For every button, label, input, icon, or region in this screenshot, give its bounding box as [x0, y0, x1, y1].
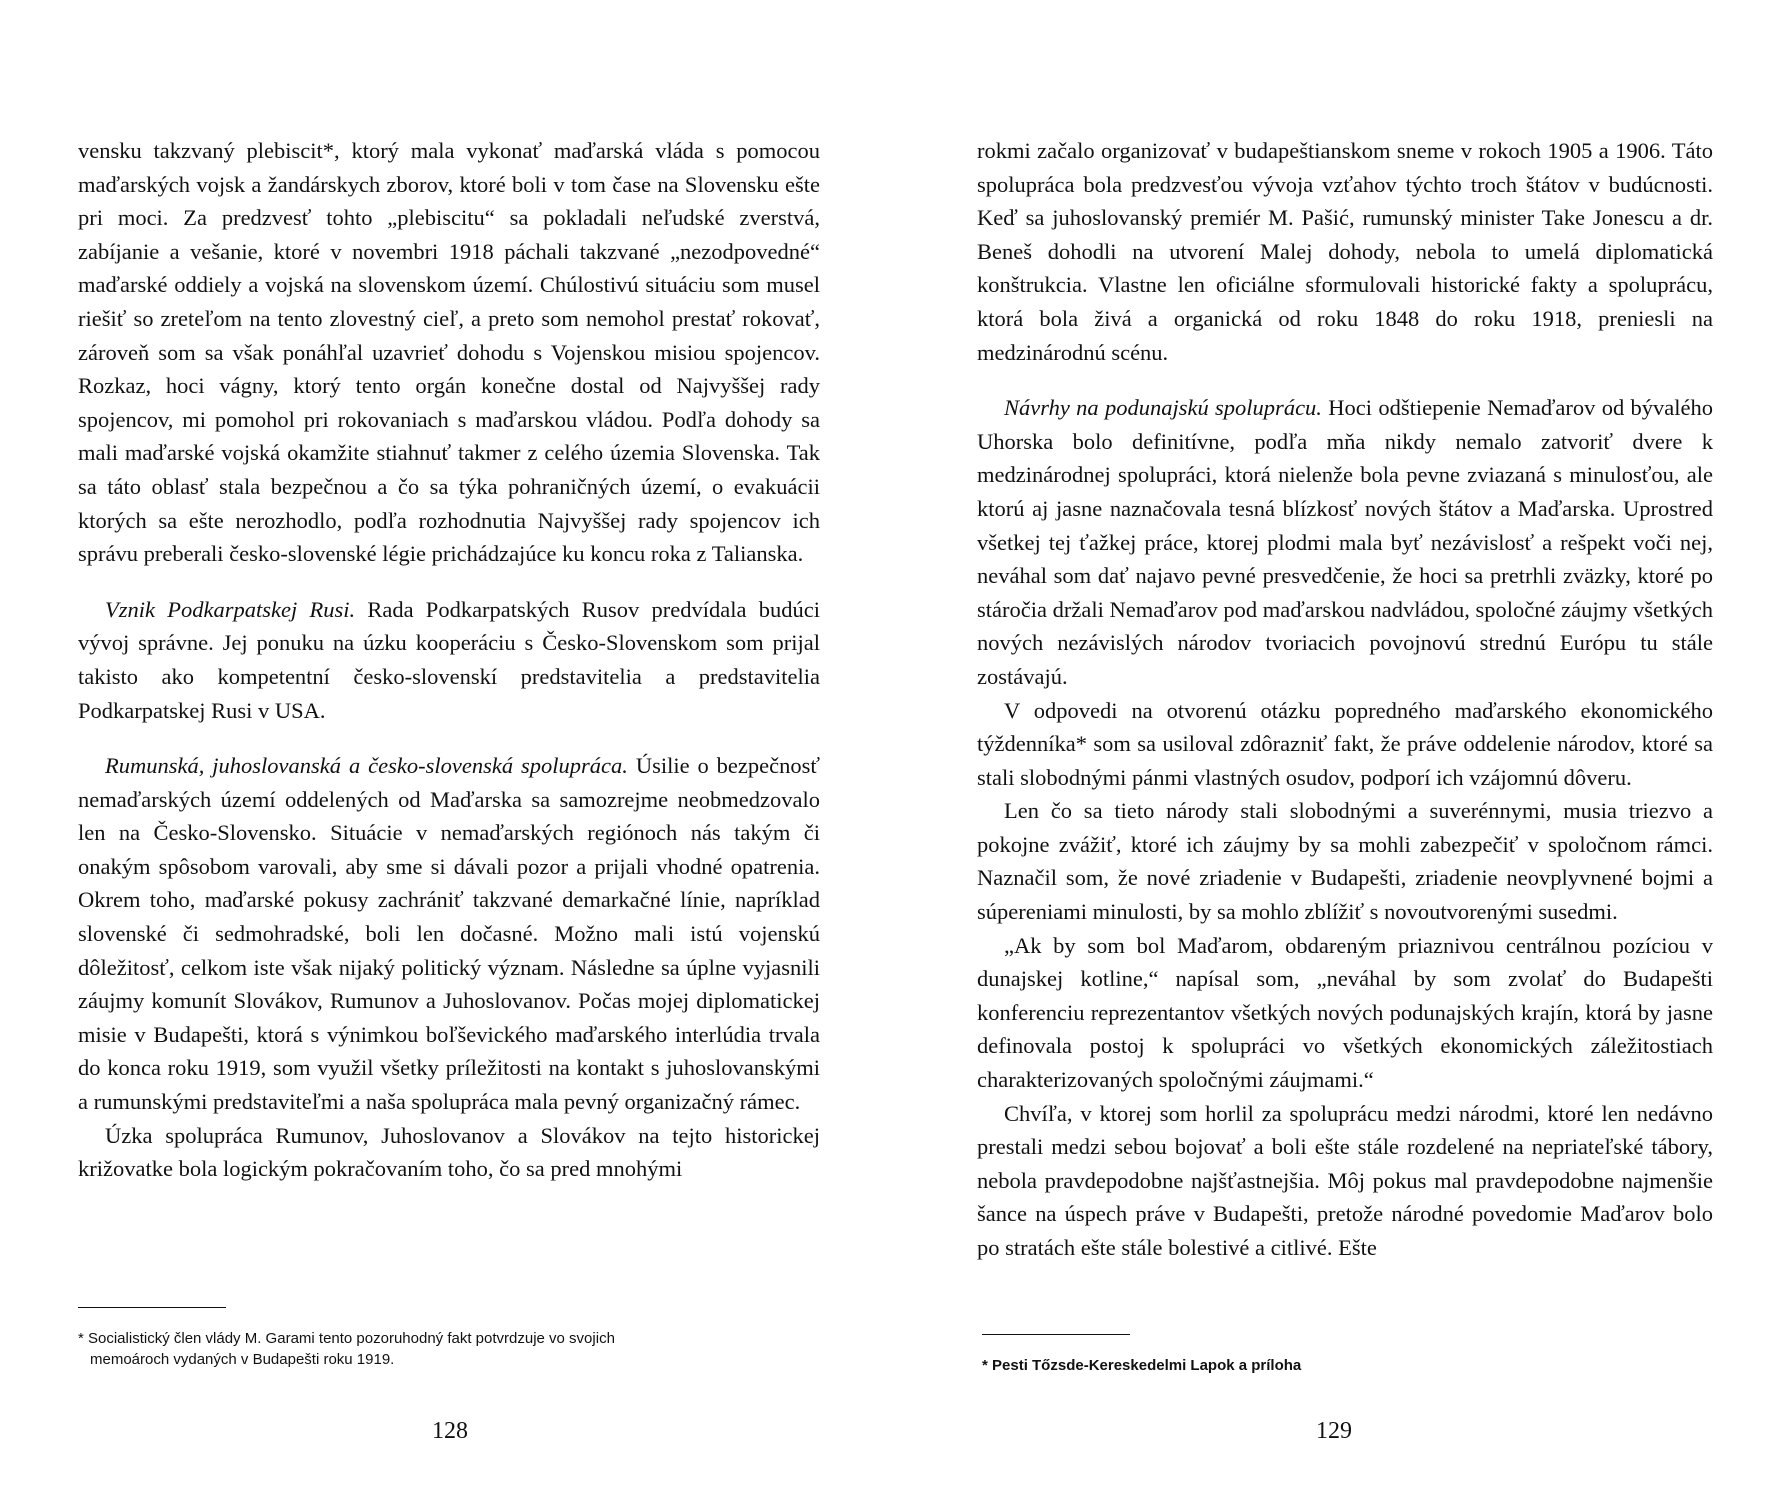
footnote-divider: [982, 1334, 1130, 1335]
section-heading: Vznik Podkarpatskej Rusi.: [105, 596, 356, 622]
paragraph: V odpovedi na otvorenú otázku popredného maďarského ekonomického týždenníka* som sa usiloval zdôrazniť fakt, že práve oddelenie národov, ktoré sa stali slobodnými pánmi vlastných osudov, podporí ich vzájomnú dôveru.: [977, 697, 1713, 790]
footnote: [78, 1328, 820, 1370]
paragraph: Chvíľa, v ktorej som horlil za spoluprácu medzi národmi, ktoré len nedávno prestali medzi sebou bojovať a boli ešte stále rozdelené na nepriateľské tábory, nebola pravdepodobne najšťastnejšia. Môj pokus mal pravdepodobne najmenšie šance na úspech práve v Budapešti, pretože národné povedomie Maďarov bolo po stratách ešte stále bolestivé a citlivé. Ešte: [977, 1100, 1713, 1260]
paragraph: Vznik Podkarpatskej Rusi. Rada Podkarpatských Rusov predvídala budúci vývoj správne. Jej ponuku na úzku kooperáciu s Česko-Slovenskom som prijal takisto ako kompetentní česko-slovenskí predstavitelia a predstavitelia Podkarpatskej Rusi v USA.: [78, 596, 820, 723]
paragraph: Len čo sa tieto národy stali slobodnými a suverénnymi, musia triezvo a pokojne zvážiť, ktoré ich záujmy by sa mohli zabezpečiť v spoločnom rámci. Naznačil som, že nové zriadenie v Budapešti, zriadenie neovplyvnené bojmi a súpereniami minulosti, by sa mohlo zblížiť s novoutvorenými susedmi.: [977, 798, 1713, 925]
right-text-column: [977, 134, 1713, 1265]
paragraph: „Ak by som bol Maďarom, obdareným priaznivou centrálnou pozíciou v dunajskej kotline,“ napísal som, „neváhal by som zvolať do Budapešti konferenciu reprezentantov všetkých nových podunajských krajín, ktorá by jasne definovala postoj k spolupráci vo všetkých ekonomických záležitostiach charakterizovaných spoločnými záujmami.“: [977, 932, 1713, 1093]
left-text-column: [78, 134, 820, 1186]
section-heading: Návrhy na podunajskú spoluprácu.: [1004, 395, 1322, 421]
paragraph: Rumunská, juhoslovanská a česko-slovenská spolupráca. Úsilie o bezpečnosť nemaďarských území oddelených od Maďarska sa samozrejme neobmedzovalo len na Česko-Slovensko. Situácie v nemaďarských regiónoch nás takým či onakým spôsobom varovali, aby sme si dávali pozor a prijali vhodné opatrenia. Okrem toho, maďarské pokusy zachrániť takzvané demarkačné línie, napríklad slovenské či sedmohradské, boli len dočasné. Možno mali istú vojenskú dôležitosť, celkom iste však nijaký politický význam. Následne sa úplne vyjasnili záujmy komunít Slovákov, Rumunov a Juhoslovanov. Počas mojej diplomatickej misie v Budapešti, ktorá s výnimkou boľševického maďarského interlúdia trvala do konca roku 1919, som využil všetky príležitosti na kontakt s juhoslovanskými a rumunskými predstaviteľmi a naša spolupráca mala pevný organizačný rámec.: [78, 753, 821, 1115]
footnote: * Pesti Tőzsde-Kereskedelmi Lapok a príloha: [982, 1357, 1302, 1374]
paragraph: vensku takzvaný plebiscit*, ktorý mala vykonať maďarská vláda s pomocou maďarských vojsk a žandárskych zborov, ktoré boli v tom čase na Slovensku ešte pri moci. Za predzvesť tohto „plebiscitu“ sa pokladali neľudské zverstvá, zabíjanie a vešanie, ktoré v novembri 1918 páchali takzvané „nezodpovedné“ maďarské oddiely a vojská na slovenskom území. Chúlostivú situáciu som musel riešiť so zreteľom na tento zlovestný cieľ, a preto som nemohol prestať rokovať, zároveň som sa však ponáhľal uzavrieť dohodu s Vojenskou misiou spojencov. Rozkaz, hoci vágny, ktorý tento orgán konečne dostal od Najvyššej rady spojencov, mi pomohol pri rokovaniach s maďarskou vládou. Podľa dohody sa mali maďarské vojská okamžite stiahnuť takmer z celého územia Slovenska. Tak sa táto oblasť stala bezpečnou a čo sa týka pohraničných území, o evakuácii ktorých sa ešte nerozhodlo, podľa rozhodnutia Najvyššej rady spojencov ich správu preberali česko-slovenské légie prichádzajúce ku koncu roka z Talianska.: [78, 138, 820, 567]
right-page: [889, 0, 1778, 1500]
section-heading: Rumunská, juhoslovanská a česko-slovenská spolupráca.: [105, 753, 628, 779]
footnote-line: * Socialistický člen vlády M. Garami tento pozoruhodný fakt potvrdzuje vo svojich: [78, 1330, 615, 1347]
paragraph: rokmi začalo organizovať v budapeštianskom sneme v rokoch 1905 a 1906. Táto spolupráca bola predzvesťou vývoja vzťahov týchto troch štátov v budúcnosti. Keď sa juhoslovanský premiér M. Pašić, rumunský minister Take Jonescu a dr. Beneš dohodli na utvorení Malej dohody, nebola to umelá diplomatická konštrukcia. Vlastne len oficiálne sformulovali historické fakty a spoluprácu, ktorá bola živá a organická od roku 1848 do roku 1918, preniesli na medzinárodnú scénu.: [977, 138, 1713, 365]
paragraph: Úzka spolupráca Rumunov, Juhoslovanov a Slovákov na tejto historickej križovatke bola logickým pokračovaním toho, čo sa pred mnohými: [78, 1122, 820, 1182]
footnote-divider: [78, 1307, 226, 1308]
paragraph: Návrhy na podunajskú spoluprácu. Hoci odštiepenie Nemaďarov od bývalého Uhorska bolo definitívne, podľa mňa nikdy nemalo zatvoriť dvere k medzinárodnej spolupráci, ktorá nielenže bola pevne zviazaná s minulosťou, ale ktorú aj jasne naznačovala tesná blízkosť nových štátov a Maďarska. Uprostred všetkej tej ťažkej práce, ktorej plodmi mala byť nezávislosť a rešpekt voči nej, neváhal som dať najavo pevné presvedčenie, že hoci sa pretrhli zväzky, ktoré po stáročia držali Nemaďarov pod maďarskou nadvládou, spoločné záujmy všetkých nových nezávislých národov tvoriacich povojnovú strednú Európu tu stále zostávajú.: [977, 395, 1713, 689]
footnote-line: memoároch vydaných v Budapešti roku 1919.: [90, 1351, 395, 1368]
page-number: 129: [1316, 1418, 1352, 1444]
page-number: 128: [432, 1418, 468, 1444]
